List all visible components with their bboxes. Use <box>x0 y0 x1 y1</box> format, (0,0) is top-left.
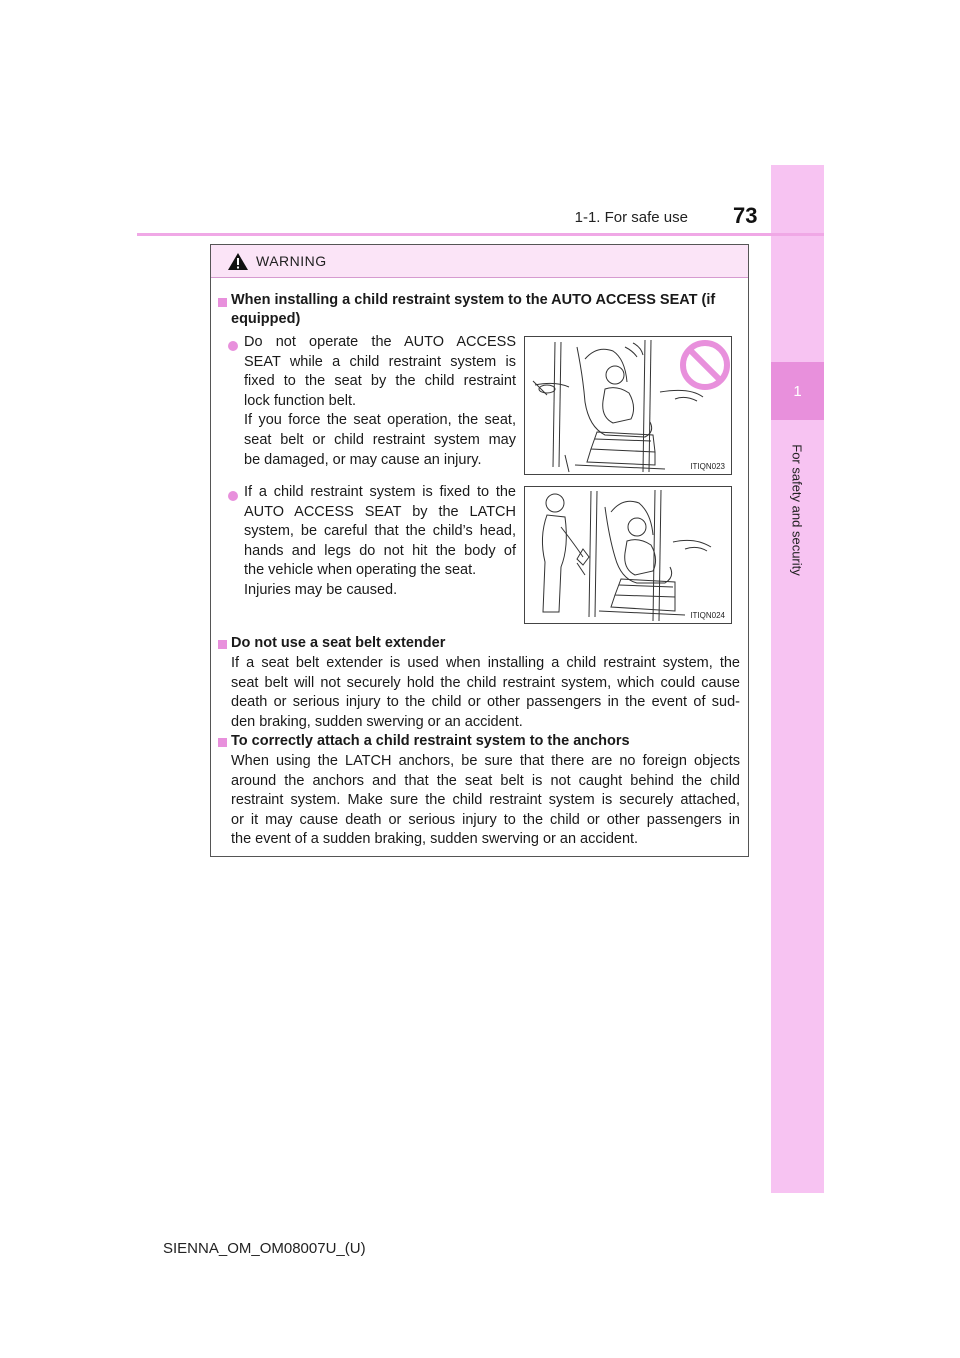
warning-triangle-icon <box>227 252 249 271</box>
bullet1-text: Do not operate the AUTO ACCESS SEAT while a child restraint system is fixed to the seat by the child restraint lock function belt. If you force the seat operation, the seat, seat belt or child restraint system may be damaged, or may cause an injury. <box>244 334 516 468</box>
latch-seat-illustration <box>525 487 731 623</box>
warning-box <box>210 244 749 857</box>
chapter-side-tab <box>771 165 824 1193</box>
bullet2-text: If a child restraint system is fixed to the AUTO ACCESS SEAT by the LATCH system, be careful that the child’s head, hands and legs do not hit the body of the vehicle when operating the seat. Injuries may be caused. <box>244 484 516 598</box>
round-bullet-icon <box>228 491 238 501</box>
round-bullet-icon <box>228 341 238 351</box>
document-code: SIENNA_OM_OM08007U_(U) <box>163 1240 366 1257</box>
figure-seat-operation-prohibited <box>524 336 732 475</box>
square-bullet-icon <box>218 298 227 307</box>
chapter-label: For safety and security <box>789 444 805 576</box>
page-number: 73 <box>733 203 758 228</box>
para-attach-anchors: When using the LATCH anchors, be sure that there are no foreign objects around the anchors and that the seat belt is not caught behind the child restraint system. Make sure the child restraint system is securely attached, or it may cause death or serious injury to the child or other passengers in the event of a sudden braking, sudden swerving or an accident. <box>231 753 740 848</box>
header-divider <box>137 233 824 236</box>
heading-seat-belt-extender: Do not use a seat belt extender <box>231 635 446 651</box>
square-bullet-icon <box>218 640 227 649</box>
para-seat-belt-extender: If a seat belt extender is used when installing a child restraint system, the seat belt will not securely hold the child restraint system, which could cause death or serious injury to the child or other passengers in the event of sud- den braking, sudden swerving or an accident. <box>231 655 740 730</box>
figure1-code: ITIQN023 <box>690 462 725 471</box>
heading-attach-anchors: To correctly attach a child restraint system to the anchors <box>231 733 630 749</box>
square-bullet-icon <box>218 738 227 747</box>
figure2-code: ITIQN024 <box>690 611 725 620</box>
warning-title: WARNING <box>256 253 327 269</box>
section-title: 1-1. For safe use <box>574 209 688 226</box>
seat-prohibited-illustration <box>525 337 731 474</box>
heading-auto-access-seat: When installing a child restraint system to the AUTO ACCESS SEAT (if equipped) <box>231 292 716 327</box>
warning-header <box>211 245 748 278</box>
figure-latch-seat-operation <box>524 486 732 624</box>
chapter-number: 1 <box>771 362 824 420</box>
